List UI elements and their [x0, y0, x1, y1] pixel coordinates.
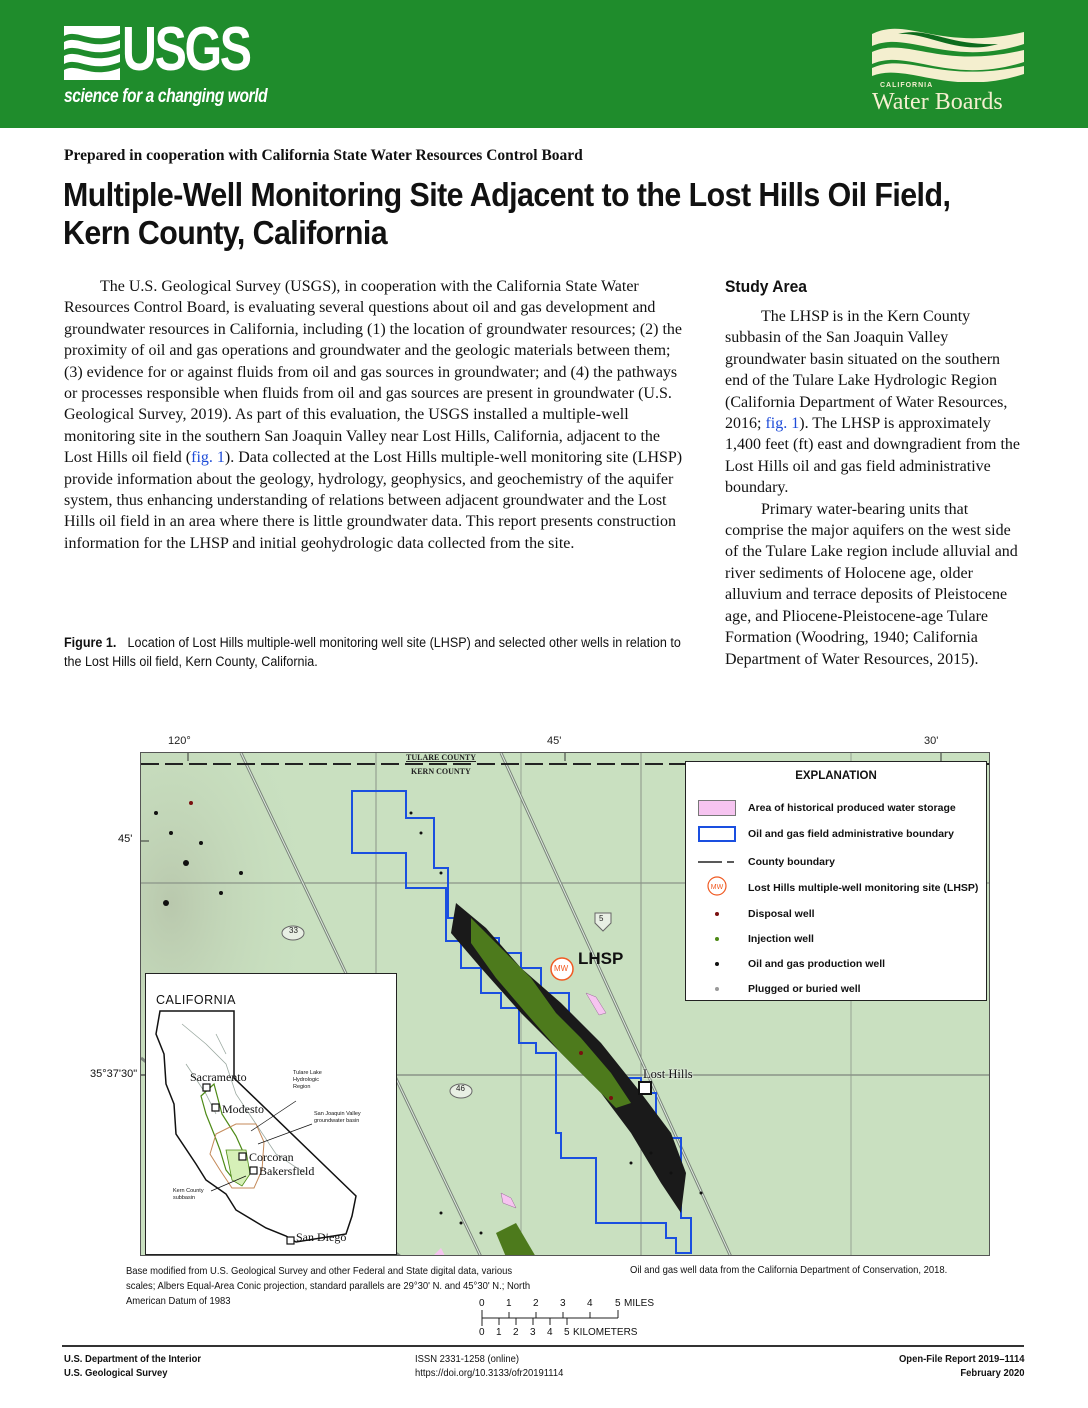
scale-mi-1: 1	[506, 1298, 512, 1309]
issn: ISSN 2331-1258 (online)	[415, 1353, 520, 1365]
study-area-heading: Study Area	[725, 277, 807, 296]
scale-bar	[470, 1298, 670, 1342]
study-text-1: The LHSP is in the Kern County subbasin of the San Joaquin Valley groundwater basin situated on the southern end of the Tulare Lake Hydrologic Region (California Department of Water Resources, 2016;	[725, 308, 1008, 433]
california-inset-map	[145, 973, 397, 1255]
intro-text-1: The U.S. Geological Survey (USGS), in cooperation with the California State Water Resources Control Board, is evaluating several questions about oil and gas development and groundwater resources in California, including (1) the location of groundwater resources; (2) the proximity of oil and gas operations and groundwater and the geologic materials between them; (3) evidence for or against fluids from oil and gas sources in groundwater; and (4) the pathways or processes responsible when fluids from oil and gas sources are present in groundwater (U.S. Geological Survey, 2019). As part of this evaluation, the USGS installed a multiple-well monitoring site in the southern San Joaquin Valley near Lost Hills, California, adjacent to the Lost Hills oil field (	[64, 278, 683, 467]
city-corcoran: Corcoran	[249, 1150, 294, 1164]
legend-item-lhsp: MW Lost Hills multiple-well monitoring site (LHSP)	[694, 878, 984, 898]
dash-line-icon	[698, 854, 736, 870]
note-kern-subbasin: Kern County subbasin	[173, 1188, 204, 1201]
longitude-tick-45: 45'	[547, 735, 562, 747]
scale-km-3: 3	[530, 1327, 536, 1338]
city-sacramento: Sacramento	[190, 1070, 247, 1084]
figure-1-link[interactable]: fig. 1	[191, 449, 225, 467]
study-text-3: Primary water-bearing units that comprise the major aquifers on the west side of the Tulare Lake region include alluvial and river sediments of Holocene age, older alluvium and terrace deposits of Pleistocene age, and Pliocene-Pleistocene-age Tulare Formation (Woodring, 1940; California Department of Water Resources, 2015).	[725, 500, 1018, 668]
city-modesto: Modesto	[222, 1102, 264, 1116]
map-legend	[685, 761, 987, 1001]
kern-county-label: KERN COUNTY	[411, 767, 471, 776]
legend-item-production: Oil and gas production well	[694, 956, 984, 976]
note-san-joaquin: San Joaquin Valley groundwater basin	[314, 1111, 361, 1124]
legend-item-disposal: Disposal well	[694, 906, 984, 926]
scale-km-5: 5	[564, 1327, 570, 1338]
figure-label: Figure 1.	[64, 635, 117, 650]
svg-text:MW: MW	[710, 884, 724, 891]
legend-item-produced-water: Area of historical produced water storage	[694, 800, 984, 820]
footer-issn	[415, 1352, 563, 1380]
blue-boundary-icon	[698, 826, 736, 842]
scale-km-1: 1	[496, 1327, 502, 1338]
scale-mi-3: 3	[560, 1298, 566, 1309]
footer-report	[898, 1352, 1024, 1380]
usgs-wave-icon	[62, 22, 122, 82]
legend-item-county-boundary: County boundary	[694, 854, 984, 874]
note-tulare-lake: Tulare Lake Hydrologic Region	[293, 1070, 322, 1090]
location-map[interactable]	[140, 752, 990, 1256]
legend-title: EXPLANATION	[795, 770, 877, 782]
page-title: Multiple-Well Monitoring Site Adjacent to the Lost Hills Oil Field, Kern County, California	[63, 176, 951, 251]
scale-mi-unit: MILES	[624, 1298, 655, 1309]
highway-33-label: 33	[289, 926, 298, 935]
scale-mi-0: 0	[479, 1298, 485, 1309]
scale-km-4: 4	[547, 1327, 553, 1338]
injection-dot-icon	[698, 931, 736, 947]
base-credit: Base modified from U.S. Geological Survey and other Federal and State digital data, various scales; Albers Equal-Area Conic projection, standard parallels are 29°30' N. and 45°30' N.; North American Datum of 1983	[126, 1265, 531, 1307]
well-data-credit: Oil and gas well data from the California Department of Conservation, 2018.	[630, 1264, 948, 1276]
figure-1-link-2[interactable]: fig. 1	[765, 415, 800, 433]
scale-mi-5: 5	[615, 1298, 621, 1309]
pink-area-icon	[698, 800, 736, 816]
doi-link[interactable]: https://doi.org/10.3133/ofr20191114	[415, 1367, 564, 1379]
tulare-county-label: TULARE COUNTY	[406, 753, 477, 762]
report-date: February 2020	[959, 1367, 1024, 1379]
intro-text-2: ). Data collected at the Lost Hills multiple-well monitoring site (LHSP) provide information about the geology, hydrology, geophysics, and geochemistry of the aquifer system, thus enhancing understanding of relations between adjacent groundwater and the Lost Hills oil field in an area where there is little groundwater data. This report presents construction information for the LHSP and initial geohydrologic data collected from the site.	[64, 449, 683, 552]
city-bakersfield: Bakersfield	[259, 1164, 315, 1178]
legend-item-injection: Injection well	[694, 931, 984, 951]
intro-paragraph	[64, 276, 692, 554]
longitude-tick-120: 120°	[168, 735, 191, 747]
legend-item-plugged: Plugged or buried well	[694, 981, 984, 1001]
cooperation-line: Prepared in cooperation with California State Water Resources Control Board	[64, 147, 583, 164]
disposal-dot-icon	[698, 906, 736, 922]
usgs-tagline: science for a changing world	[64, 86, 268, 107]
scale-mi-4: 4	[587, 1298, 593, 1309]
figure-caption	[64, 633, 696, 671]
plugged-dot-icon	[698, 981, 736, 997]
lhsp-label: LHSP	[578, 949, 624, 968]
water-boards-wave-icon	[868, 22, 1028, 82]
scale-mi-2: 2	[533, 1298, 539, 1309]
latitude-tick-37-30: 35°37'30"	[90, 1068, 138, 1080]
header-banner	[0, 0, 1088, 128]
latitude-tick-45: 45'	[118, 833, 133, 845]
report-number: Open-File Report 2019–1114	[898, 1353, 1024, 1365]
mw-marker-icon[interactable]: MW	[554, 964, 569, 973]
footer-agency: U.S. Department of the Interior U.S. Geological Survey	[64, 1353, 202, 1379]
longitude-tick-30: 30'	[924, 735, 939, 747]
scale-km-2: 2	[513, 1327, 519, 1338]
footer-divider	[62, 1345, 1024, 1347]
study-text-2: ). The LHSP is approximately 1,400 feet (ft) east and downgradient from the Lost Hills oil and gas field administrative boundary.	[725, 415, 1021, 497]
lost-hills-label: Lost Hills	[643, 1067, 693, 1081]
study-area-text	[725, 306, 1025, 670]
scale-km-0: 0	[479, 1327, 485, 1338]
inset-title: CALIFORNIA	[156, 993, 237, 1007]
scale-km-unit: KILOMETERS	[573, 1327, 638, 1338]
usgs-logo[interactable]	[62, 15, 302, 112]
production-dot-icon	[698, 956, 736, 972]
highway-5-label: 5	[599, 914, 604, 923]
partner-state: CALIFORNIA	[880, 82, 934, 89]
partner-name: Water Boards	[872, 89, 1003, 115]
figure-caption-text: Location of Lost Hills multiple-well monitoring well site (LHSP) and selected other wells in relation to the Lost Hills oil field, Kern County, California.	[64, 635, 681, 669]
city-san-diego: San Diego	[296, 1230, 347, 1244]
usgs-wordmark: USGS	[122, 15, 250, 84]
water-boards-logo[interactable]	[868, 22, 1033, 118]
legend-item-field-boundary: Oil and gas field administrative boundary	[694, 826, 984, 846]
mw-circle-icon	[698, 876, 736, 896]
highway-46-label: 46	[456, 1084, 465, 1093]
